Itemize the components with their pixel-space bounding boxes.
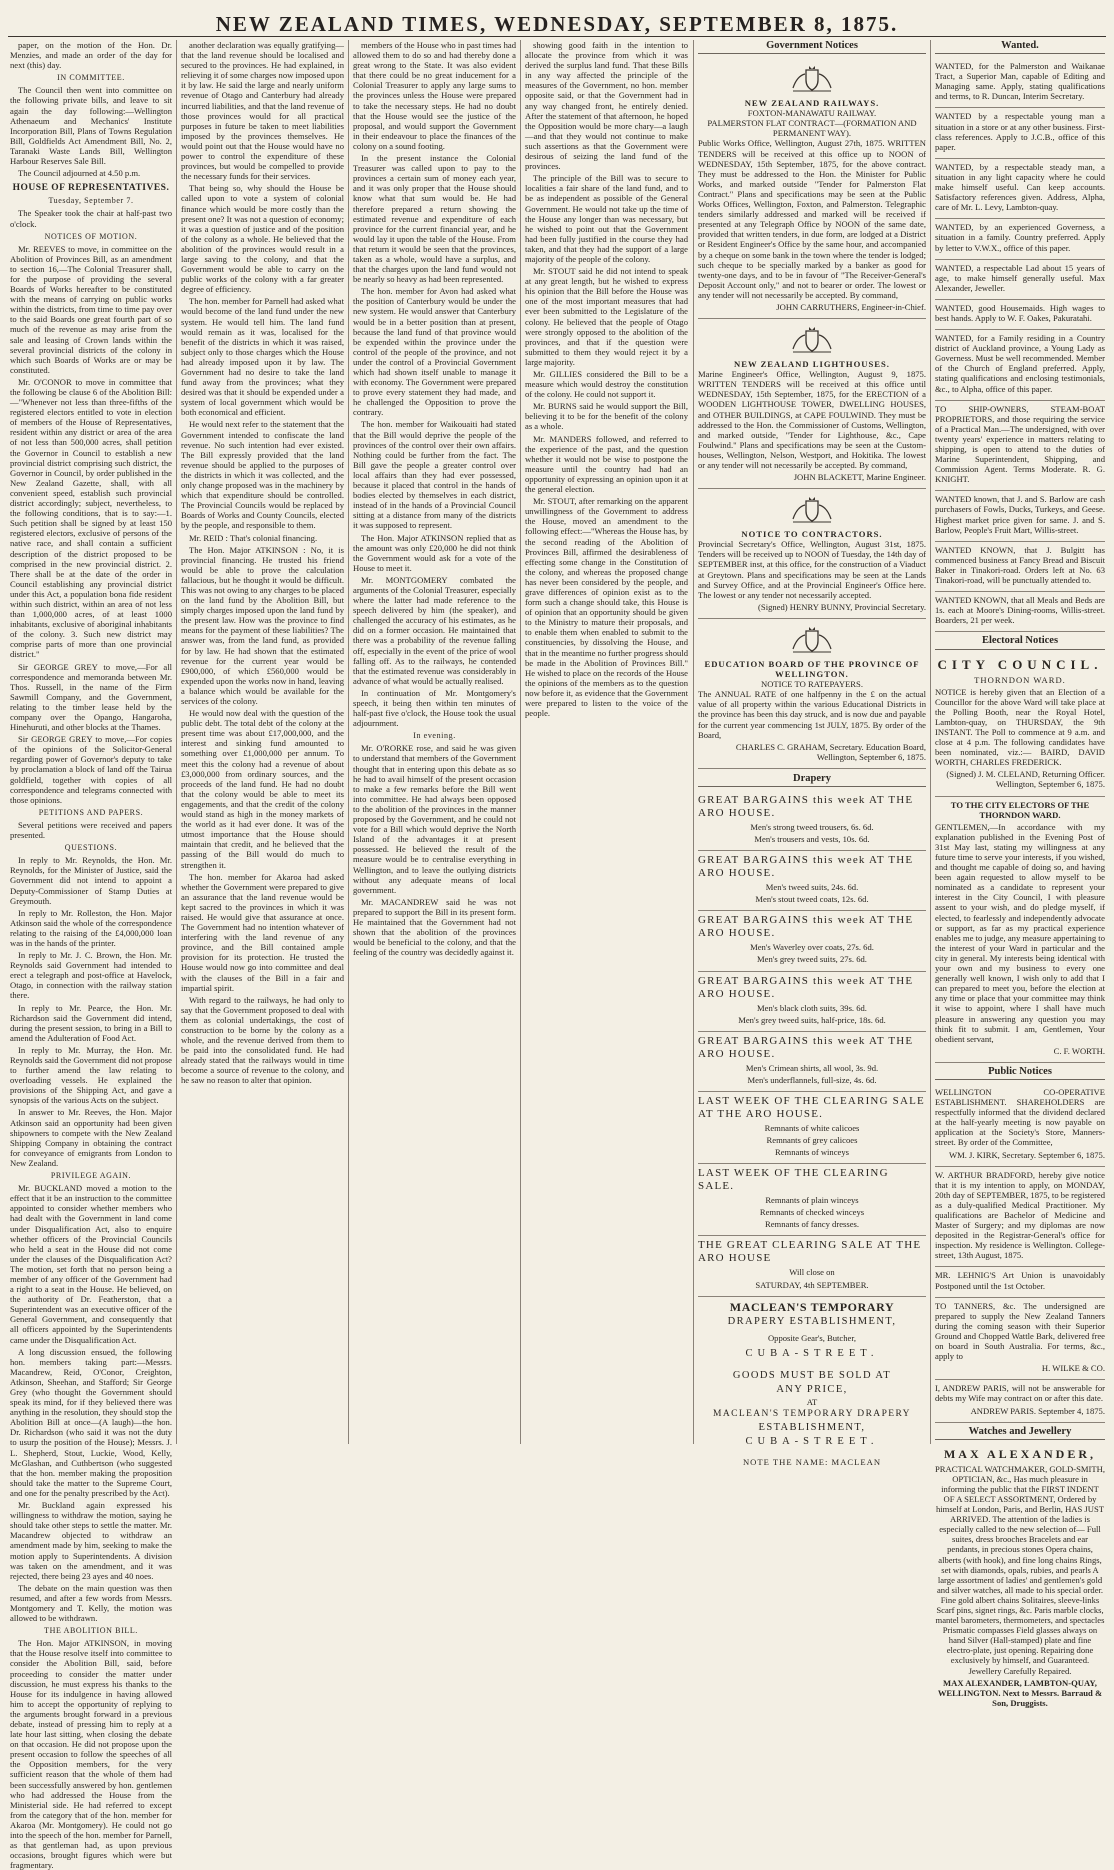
paragraph: The hon. member for Waikouaiti had stated that the Bill would deprive the people of the provinces of the control over their own affairs. Nothing could be further from the fact. The Bill gave the people a greater control over local affairs than they had ever possessed, because it placed that control in the hands of bodies elected by themselves in each district, instead of in the hands of a Provincial Council sitting at a distance from many of the districts it was supposed to represent. bbox=[353, 419, 516, 531]
ad-body: WANTED KNOWN, that J. Bulgitt has commenced business at Fancy Bread and Biscuit Baker in Tinakori-road. Orders left at No. 63 Tinakori-road, will be punctually attended to. bbox=[935, 544, 1105, 586]
notice-body: MR. LEHNIG'S Art Union is unavoidably Postponed until the 1st October. bbox=[935, 1270, 1105, 1291]
wanted-ad bbox=[935, 219, 1105, 259]
ad-headline: GREAT BARGAINS this week AT THE ARO HOUSE. bbox=[698, 1034, 914, 1060]
section-heading: Watches and Jewellery bbox=[935, 1426, 1105, 1440]
ad-line: Remnants of winceys bbox=[775, 1147, 849, 1158]
column-divider bbox=[520, 40, 521, 1444]
government-ad bbox=[698, 58, 926, 319]
ad-body: Provincial Secretary's Office, Wellington, August 31st, 1875. Tenders will be received up to NOON of Tuesday, the 14th day of SEPTEMBER inst, at this office, for the construction of a Viaduct at Greytown. Plans and specifications may be seen at the Lands and Survey Office, and at the Provincial Engineer's Office here. The lowest or any tender not necessarily accepted. bbox=[698, 539, 926, 600]
ad-line: Men's Waverley over coats, 27s. 6d. bbox=[750, 942, 874, 953]
ad-line: Men's tweed suits, 24s. 6d. bbox=[765, 882, 859, 893]
ad-body: WANTED, a respectable Lad about 15 years of age, to make himself generally useful. Max Alexander, Jeweller. bbox=[935, 262, 1105, 293]
electors-address bbox=[935, 797, 1105, 1063]
paragraph: Mr. REEVES to move, in committee on the Abolition of Provinces Bill, as an amendment to section 16,—The Colonial Treasurer shall, for the purpose of providing the several Boards of Works hereafter to be constituted with the means of carrying on public works within the districts, from time to time pay over to the said Boards one great fourth part of so much of the revenue as may arise from the sale and leasing of Crown lands within the several provincial districts of the colony in which such Boards of Works are or may be constituted. bbox=[10, 243, 172, 375]
public-notice bbox=[935, 1298, 1105, 1381]
paragraph: The Speaker took the chair at half-past two o'clock. bbox=[10, 208, 172, 229]
electoral-notice bbox=[935, 654, 1105, 797]
subheading: PRIVILEGE AGAIN. bbox=[50, 1171, 132, 1181]
ad-line: Men's stout tweed coats, 12s. 6d. bbox=[755, 894, 869, 905]
ad-body: Public Works Office, Wellington, August 27th, 1875. WRITTEN TENDERS will be received at this office up to NOON of WEDNESDAY, 15th September, 1875, for the above contract. They must be addressed to the Hon. the Minister for Public Works, and marked outside "Tender for Palmerston Flat Contract." Plans and specifications may be seen at the Public Works Offices, Wellington, Foxton, and Palmerston. Telegraphic tenders similarly addressed and marked will be received if presented at any Telegraph Office by NOON of the same date, provided that written tenders, in due form, are lodged at a District or Resident Engineer's Office by the same hour, and accompanied by a cheque on some bank in the town where the tender is lodged; such cheque to be specially marked by a banker as good for twenty-one days, and to be in favour of "The Receiver-General's Deposit Account only," and not to bearer or order. The lowest or any tender will not necessarily be accepted. By command, bbox=[698, 138, 926, 300]
drapery-ad bbox=[698, 1032, 926, 1092]
government-ads bbox=[698, 58, 926, 769]
maclean-ad bbox=[698, 1297, 926, 1471]
notice-body: NOTICE is hereby given that an Election of a Councillor for the above Ward will take place at the Polling Booth, near the Royal Hotel, Lambton-quay, on THURSDAY, the 9th INSTANT. The Poll to commence at 9 a.m. and close at 4 p.m. The following candidates have been nominated, viz.:— BAIRD, DAVID WORTH, CHARLES FREDERICK. bbox=[935, 686, 1105, 768]
ad-body: WANTED, by a respectable steady man, a situation in any light capacity where he could make himself useful. Can keep accounts. Satisfactory references given. Address, Alpha, care of Mr. L. Levy, Lambton-quay. bbox=[935, 161, 1105, 213]
ad-line: Men's Crimean shirts, all wool, 3s. 9d. bbox=[745, 1062, 879, 1073]
column-divider bbox=[348, 40, 349, 1444]
public-notice bbox=[935, 1167, 1105, 1268]
notice-title: CITY COUNCIL. bbox=[937, 656, 1103, 672]
wanted-ad bbox=[935, 542, 1105, 592]
subheading: NOTICES OF MOTION. bbox=[44, 231, 138, 241]
paragraph: Sir GEORGE GREY to move,—For copies of the opinions of the Solicitor-General regarding power of Governor's deputy to take by proclamation a block of land off the Tairua goldfield, together with copies of all correspondence and telegrams connected with those opinions. bbox=[10, 734, 172, 805]
ad-line: GOODS MUST BE SOLD AT bbox=[732, 1369, 892, 1381]
ad-line: Opposite Gear's, Butcher, bbox=[767, 1332, 857, 1343]
ad-subtitle: NOTICE TO RATEPAYERS. bbox=[761, 679, 863, 690]
ad-signature: CHARLES C. GRAHAM, Secretary. Education Board, Wellington, September 6, 1875. bbox=[735, 741, 926, 762]
notice-body: W. ARTHUR BRADFORD, hereby give notice that it is my intention to apply, on MONDAY, 20th day of SEPTEMBER, 1875, to be registered as a duly-qualified Medical Practitioner. My qualifications are Bachelor of Medicine and Master of Surgery; and my diplomas are now deposited in the Registrar-General's office for inspection. My residence is Wellington. College-street, 13th August, 1875. bbox=[935, 1169, 1105, 1261]
ad-line: AT bbox=[806, 1396, 818, 1407]
paragraph: He would now deal with the question of the public debt. The total debt of the colony at the present time was about £17,000,000, and the interest and sinking fund amounted to something over £1,000,000 per annum. To meet this the colony had a revenue of about £3,000,000 from ordinary sources, and the proceeds of the land fund. He had no doubt that the colony would be able to meet its engagements, and that the credit of the colony would stand as high in the money markets of the world as it had ever done. It was of the utmost importance that the House should maintain that credit, and he believed that the passing of the Bill would do much to strengthen it. bbox=[181, 708, 344, 870]
drapery-ad bbox=[698, 911, 926, 971]
ad-line: Men's grey tweed suits, half-price, 18s. 6d. bbox=[738, 1014, 886, 1025]
paragraph: The debate on the main question was then resumed, and after a few words from Messrs. Montgomery and T. Kelly, the motion was allowed to be withdrawn. bbox=[10, 1582, 172, 1624]
ad-title: NOTICE TO CONTRACTORS. bbox=[741, 529, 883, 540]
drapery-ad bbox=[698, 851, 926, 911]
public-notices bbox=[935, 1084, 1105, 1423]
wanted-ad bbox=[935, 330, 1105, 401]
column-divider bbox=[176, 40, 177, 1444]
drapery-ad bbox=[698, 1092, 926, 1164]
ad-line: ANY PRICE, bbox=[776, 1383, 848, 1395]
subheading: THE ABOLITION BILL. bbox=[44, 1626, 138, 1636]
ad-headline: GREAT BARGAINS this week AT THE ARO HOUSE. bbox=[698, 854, 914, 880]
ad-headline: GREAT BARGAINS this week AT THE ARO HOUSE. bbox=[698, 793, 914, 819]
subheading: PETITIONS AND PAPERS. bbox=[38, 807, 144, 817]
wanted-ads bbox=[935, 58, 1105, 632]
subheading: IN COMMITTEE. bbox=[57, 73, 125, 83]
paragraph: Mr. REID : That's colonial financing. bbox=[189, 532, 318, 543]
ad-headline: GREAT BARGAINS this week AT THE ARO HOUSE. bbox=[698, 914, 914, 940]
drapery-ads bbox=[698, 791, 926, 1297]
ad-title: MAX ALEXANDER, bbox=[943, 1446, 1096, 1461]
ad-body: WANTED known, that J. and S. Barlow are cash purchasers of Fowls, Ducks, Turkeys, and Geese. Highest market price given for same. J. and S. Barlow, People's Fruit Mart, Willis-street. bbox=[935, 494, 1105, 535]
paragraph: Sir GEORGE GREY to move,—For all correspondence and memoranda between Mr. Thos. Russell, in the name of the Firm Sawmill Company, and the Government, relating to the timber lease held by the company over the Opango, Hangaroha, Hinehuruti, and other blocks at the Thames. bbox=[10, 661, 172, 733]
ad-line: Men's trousers and vests, 10s. 6d. bbox=[754, 834, 870, 845]
section-heading: Electoral Notices bbox=[935, 635, 1105, 649]
paragraph: Mr. STOUT said he did not intend to speak at any great length, but he wished to express his opinion that the Bill before the House was one of the most important measures that had ever been submitted to the Legislature of the colony. He believed that the people of Otago were strongly opposed to the abolition of the provinces, and that if the question were submitted to them they would reject it by a large majority. bbox=[525, 266, 688, 367]
column-4 bbox=[525, 40, 688, 1444]
paragraph: In reply to Mr. Pearce, the Hon. Mr. Richardson said the Government did intend, during the present session, to bring in a Bill to amend the Adulteration of Food Act. bbox=[10, 1002, 172, 1043]
ad-line: Remnants of white calicoes bbox=[764, 1122, 860, 1133]
paragraph: A long discussion ensued, the following hon. members taking part:—Messrs. Macandrew, Reid, O'Conor, Creighton, Atkinson, Sheehan, and Stafford; Sir George Grey (who thought the Government should speak its mind, for if they believed there was anything in the resolution, they should stop the Abolition Bill at once—(A laugh)—the hon. Dr. Richardson (who said it was not the duty to usurp the position of the House); Messrs. J. L. Shepherd, Stout, Luckie, Wood, Kelly, McGlashan, and Cuthbertson (who suggested that the hon. member making the proposition should take the matter to the Supreme Court, and one for the penalty prescribed by the Act). bbox=[10, 1346, 172, 1498]
notice-title: TO THE CITY ELECTORS OF THE THORNDON WARD. bbox=[950, 799, 1090, 820]
ad-line: Remnants of checked winceys bbox=[759, 1207, 865, 1218]
wanted-ad bbox=[935, 260, 1105, 300]
column-3 bbox=[353, 40, 516, 1444]
paragraph: The Council then went into committee on the following private bills, and leave to sit again the day following:—Wellington Athenaeum and Mechanics' Institute Incorporation Bill, Plans of Towns Regulation Bill, Goldfields Act Amendment Bill, No. 2, Taranaki Waste Lands Bill, Wellington Harbour Reserves Sale Bill. bbox=[10, 85, 172, 167]
ad-line: Will close on bbox=[789, 1267, 835, 1278]
section-heading: Wanted. bbox=[935, 40, 1105, 54]
masthead: NEW ZEALAND TIMES, WEDNESDAY, SEPTEMBER 8, 1875. bbox=[215, 12, 899, 36]
ad-headline: LAST WEEK OF THE CLEARING SALE AT THE ARO HOUSE. bbox=[698, 1094, 925, 1120]
notice-subtitle: THORNDON WARD. bbox=[974, 674, 1066, 685]
ad-line: Remnants of grey calicoes bbox=[766, 1135, 858, 1145]
notice-signature: ANDREW PARIS. September 4, 1875. bbox=[970, 1405, 1105, 1416]
wanted-ad bbox=[935, 159, 1105, 219]
paragraph: showing good faith in the intention to allocate the province from which it was derived the surplus land fund. That these Bills in any way affected the principle of the measures of the Government, no hon. member opposite said, or that the Government had in any way changed front, he entirely denied. After the statement of that afternoon, he hoped the Opposition would be more chary—a laugh—and that they would not continue to make such assertions as that the Government were desirous of seizing the land fund of the provinces. bbox=[525, 40, 688, 172]
notice-body: GENTLEMEN,—In accordance with my explanation published in the Evening Post of 31st May last, stating my willingness at any future time to serve your interests, if you wished, and thought me capable of doing so, and having been again requested to allow myself to be nominated as a candidate to represent your interest in the City Council, I with pleasure assent to your wish, and do pledge myself, if elected, to fearlessly and independently advocate or support, as far as my practical experience enables me to judge, any measure appertaining to the interest of your Ward in particular and the city in general. My interests being identical with your own and my business to every one generally well known, I wish only to add that I can prepared to meet you, before the election at any time or place that your committee may think it wise to appoint, where I shall have much pleasure in answering any question you may think fit to submit. I am, Gentlemen, Your obedient servant, bbox=[935, 821, 1105, 1044]
subheading: QUESTIONS. bbox=[64, 843, 118, 853]
government-ad bbox=[698, 489, 926, 619]
paragraph: He would next refer to the statement that the Government intended to confiscate the land revenue. No such intention had ever existed. The Bill expressly provided that the land revenue should be applied to the purposes of the districts in which it was collected, and the only change proposed was in the machinery by which that expenditure should be controlled. The Provincial Councils would be replaced by Boards of Works and County Councils, elected by the people, and responsible to them. bbox=[181, 419, 344, 531]
ad-line: Remnants of plain winceys bbox=[765, 1195, 859, 1206]
column-2 bbox=[181, 40, 344, 1444]
ad-signature: (Signed) HENRY BUNNY, Provincial Secretary. bbox=[758, 601, 926, 612]
section-heading: HOUSE OF REPRESENTATIVES. bbox=[12, 183, 170, 194]
paragraph: Mr. BUCKLAND moved a motion to the effect that it be an instruction to the committee appointed to consider whether members who had dealt with the Government in land come under Disqualification Act, also to enquire whether officers of the Provincial Councils who held a seat in the House did not come under the clauses of the Disqualification Act? The motion, set forth that no person being a member of any officer of the Government had a right to a seat in the House. He believed, on the authority of Dr. Featherston, that a Superintendent was an executive officer of the General Government, and consequently that all officers appointed by the Superintendents came under the Disqualification Act. bbox=[10, 1183, 172, 1345]
royal-arms-icon bbox=[789, 625, 835, 655]
paragraph: In reply to Mr. Reynolds, the Hon. Mr. Reynolds, for the Minister of Justice, said the Government did not intend to appoint a Deputy-Commissioner of Stamp Duties at Greymouth. bbox=[10, 855, 172, 906]
ad-headline: LAST WEEK OF THE CLEARING SALE. bbox=[698, 1167, 889, 1193]
paragraph: Mr. O'RORKE rose, and said he was given to understand that members of the Government thought that in entering upon this debate as so he had to avail himself of the present occasion to make a few remarks before the Bill went into committee. He had always been opposed to the abolition of the provinces in the manner proposed by the Government, and he could not vote for a Bill which would deprive the North Island of the advantages it at present possessed. He believed the result of the measure would be to centralise everything in Wellington, and to leave the outlying districts without any adequate means of local government. bbox=[353, 743, 516, 895]
section-heading: Drapery bbox=[698, 773, 926, 787]
paragraph: paper, on the motion of the Hon. Dr. Menzies, and made an order of the day for next (this) day. bbox=[10, 40, 172, 71]
ad-subtitle: FOXTON-MANAWATU RAILWAY. bbox=[747, 108, 877, 119]
notice-signature: WM. J. KIRK, Secretary. September 6, 1875. bbox=[948, 1149, 1105, 1160]
watches-ad bbox=[935, 1444, 1105, 1714]
ad-body: The ANNUAL RATE of one halfpenny in the £ on the actual value of all property within the various Educational Districts in the province has been this day struck, and is now due and payable for the current year commencing 1st JULY, 1875. By order of the Board, bbox=[698, 689, 926, 740]
notice-body: TO TANNERS, &c. The undersigned are prepared to supply the New Zealand Tanners during the coming season with their Superior Ground and Chopped Wattle Bark, delivered free on board in South Australia. For terms, &c., apply to bbox=[935, 1300, 1105, 1362]
ad-signature: JOHN CARRUTHERS, Engineer-in-Chief. bbox=[776, 301, 926, 312]
notice-signature: (Signed) J. M. CLELAND, Returning Officer. Wellington, September 6, 1875. bbox=[946, 769, 1105, 790]
ad-line: Men's underflannels, full-size, 4s. 6d. bbox=[747, 1074, 877, 1085]
paragraph: Mr. Buckland again expressed his willingness to withdraw the motion, saying he should take other steps to settle the matter. Mr. Macandrew objected to withdraw an amendment made by him, seeking to make the motion apply to Superintendents. A division was taken on the amendment, and it was rejected, there being 23 ayes and 40 noes. bbox=[10, 1500, 172, 1581]
drapery-ad bbox=[698, 1164, 926, 1236]
ad-line: ESTABLISHMENT, bbox=[758, 1421, 866, 1433]
ad-subtitle: PALMERSTON FLAT CONTRACT—(FORMATION AND PERMANENT WAY). bbox=[707, 118, 917, 139]
masthead-rule bbox=[8, 36, 1106, 37]
drapery-ad bbox=[698, 791, 926, 851]
paragraph: The hon. member for Parnell had asked what would become of the land fund under the new system. He would tell him. The land fund would remain as it was, localised for the benefit of the districts in which it was raised, subject only to those charges which the House had already imposed upon it by law. The Government had no desire to take the land fund away from the provinces; what they desired was that it should be expended under a system of local government which would be both economical and efficient. bbox=[181, 296, 344, 418]
wanted-ad bbox=[935, 491, 1105, 541]
public-notice bbox=[935, 1084, 1105, 1167]
public-notice bbox=[935, 1267, 1105, 1297]
ad-line: CUBA-STREET. bbox=[745, 1435, 879, 1447]
ad-body: WANTED, good Housemaids. High wages to best hands. Apply to W. F. Oakes, Pakuratahi. bbox=[935, 302, 1105, 323]
ad-title: EDUCATION BOARD OF THE PROVINCE OF WELLINGTON. bbox=[704, 658, 920, 680]
ad-headline: THE GREAT CLEARING SALE AT THE ARO HOUSE bbox=[698, 1239, 922, 1265]
wanted-ad bbox=[935, 401, 1105, 492]
paragraph: In the present instance the Colonial Treasurer was called upon to pay to the provinces a certain sum of money each year, and it was only proper that the House should know what that sum would be. He had therefore prepared a return showing the estimated revenue and expenditure of each province for the current financial year, and he would lay it upon the table of the House. From that return it would be seen that the provinces, taken as a whole, would have a surplus, and that the charges upon the land fund would not be nearly so heavy as had been represented. bbox=[353, 153, 516, 285]
paragraph: Mr. O'CONOR to move in committee that the following be clause 6 of the Abolition Bill:—"Whenever not less than three-fifths of the registered electors entitled to vote in election of members of the House of Representatives, resident within any district or area of the area of not less than 500,000 acres, shall petition the Governor in Council to establish a new provincial district comprising such district, the Governor in Council, by order published in the New Zealand Gazette, shall, with all convenient speed, establish such provincial district accordingly; subject, nevertheless, to the following conditions, that is to say:—1. Such petition shall be signed by at least 150 registered electors, exclusive of persons of the native race, and shall contain a sufficient description of the district proposed to be comprised in the new provincial district. 2. There shall be at the date of the order in Council establishing any provincial district under this Act, a population bona fide resident within such district, within an area of not less than 1,000,000 acres, of at least 1000 inhabitants, exclusive of aboriginal inhabitants of the colony. 3. Such new district may comprise parts of more than one provincial district." bbox=[10, 376, 172, 660]
notice-body: I, ANDREW PARIS, will not be answerable for debts my Wife may contract on or after this date. bbox=[935, 1383, 1105, 1404]
paragraph: The Council adjourned at 4.50 p.m. bbox=[18, 168, 141, 179]
paragraph: In reply to Mr. Rolleston, the Hon. Major Atkinson said the whole of the correspondence relating to the raising of the £4,000,000 loan was in the hands of the printer. bbox=[10, 907, 172, 948]
ad-line: MACLEAN'S TEMPORARY DRAPERY bbox=[713, 1408, 911, 1419]
notice-signature: H. WILKE & CO. bbox=[1041, 1363, 1105, 1374]
government-ad bbox=[698, 619, 926, 769]
paragraph: The Hon. Major ATKINSON : No, it is provincial financing. He trusted his friend would be able to prove the calculation fallacious, but he thought it would be difficult. This was not owing to any charges to be placed on the land fund by the Abolition Bill, but simply charges imposed upon the land fund by the present law. How was the province to find means for the payment of these liabilities? The answer was, from the land fund, as provided for by law. He had shown that the estimated revenue for the current year would be £900,000, of which £560,000 would be expended upon the works now in hand, leaving a balance which would be available for the services of the colony. bbox=[181, 544, 344, 706]
column-classifieds bbox=[935, 40, 1105, 1708]
paragraph: With regard to the railways, he had only to say that the Government proposed to deal with them as colonial undertakings, the cost of construction to be borne by the colony as a whole, and the revenue derived from them to be paid into the consolidated fund. He had already stated that the railways would in time become a source of revenue to the colony, and he saw no reason to alter that opinion. bbox=[181, 994, 344, 1086]
wanted-ad bbox=[935, 592, 1105, 632]
column-divider bbox=[930, 40, 931, 1444]
ad-body: PRACTICAL WATCHMAKER, GOLD-SMITH, OPTICIAN, &c., Has much pleasure in informing the public that the FIRST INDENT OF A SELECT ASSORTMENT, Ordered by himself at London, Paris, and Berlin, HAS JUST ARRIVED. The attention of the ladies is especially called to the new selection of— Full suites, dress brooches Bracelets and ear pendants, in precious stones Opera chains, alberts (with hook), and fine long chains Rings, set with diamonds, opals, rubies, and pearls A large assortment of ladies' and gentlemen's gold and silver watches, all made to his special order. Fine gold albert chains Solitaires, sleeve-links Scarf pins, signet rings, &c. Paris marble clocks, mantel barometers, thermometers, and spectacles Prismatic compasses Field glasses always on hand Silver (Hall-stamped) plate and fine electro-plate, just opening. Repairing done exclusively by himself, and Guaranteed. Jewellery Carefully Repaired. bbox=[935, 1463, 1105, 1676]
paragraph: Mr. BURNS said he would support the Bill, believing it to be for the benefit of the colony as a whole. bbox=[525, 401, 688, 432]
paragraph: In reply to Mr. J. C. Brown, the Hon. Mr. Reynolds said Government had intended to erect a telegraph and post-office at Havelock, Otago, in connection with the railway station there. bbox=[10, 950, 172, 1001]
ad-signature: MAX ALEXANDER, LAMBTON-QUAY, WELLINGTON. Next to Messrs. Barraud & Son, Druggists. bbox=[937, 1677, 1103, 1708]
paragraph: another declaration was equally gratifying—that the land revenue should be localised and secured to the provinces. He had explained, in relieving it of some charges now imposed upon it by law. He said the large and nearly uniform revenue of Otago and Canterbury had already incurred liabilities, and that the land revenue of those provinces would for all practical purposes in future be taken to meet liabilities imposed by the provinces themselves. He would point out that the House would have no power to control the expenditure of these provinces, but would be compelled to provide the necessary funds for their services. bbox=[181, 40, 344, 182]
government-ad bbox=[698, 319, 926, 489]
ad-line: Men's strong tweed trousers, 6s. 6d. bbox=[750, 821, 874, 832]
paragraph: Several petitions were received and papers presented. bbox=[10, 819, 172, 841]
section-heading: Government Notices bbox=[698, 40, 926, 54]
paragraph: The Hon. Major ATKINSON, in moving that the House resolve itself into committee to consider the Abolition Bill, said, before proceeding to consider the matter under discussion, he must express his thanks to the House for its indulgence in having allowed him to accept the opportunity of replying to the arguments brought forward in a previous debate, instead of pressing him to reply at a late hour last sitting, when closing the debate on that occasion. He did not propose upon the present occasion to follow the speeches of all the Opposition members, for the very sufficient reason that the whole of them had been successfully answered by hon. gentlemen who had addressed the House from the Ministerial side. He had referred to except from the category that of the hon. member for Akaroa (Mr. Montgomery). He could not go into the speech of the hon. member for Parnell, as that gentleman had, as upon previous occasions, brought figures which were but fragmentary. bbox=[10, 1638, 172, 1870]
wanted-ad bbox=[935, 108, 1105, 158]
paragraph: Mr. MACANDREW said he was not prepared to support the Bill in its present form. He maintained that the Government had not shown that the abolition of the provinces would be beneficial to the colony, and that the feeling of the country was decidedly against it. bbox=[353, 896, 516, 958]
ad-body: Marine Engineer's Office, Wellington, August 9, 1875. WRITTEN TENDERS will be received at this office until WEDNESDAY, 15th September, 1875, for the ERECTION of a WOODEN LIGHTHOUSE TOWER, DWELLING HOUSES, and OTHER BUILDINGS, at CAPE FOULWIND. They must be addressed to the Hon. the Commissioner of Customs, Wellington, and marked outside, "Tender for Lighthouse, &c., Cape Foulwind." Plans and specifications may be seen at the Custom-houses, Wellington, Nelson, Westport, and Hokitika. The lowest or any tender will not necessarily be accepted. By command, bbox=[698, 369, 926, 470]
ad-line: SATURDAY, 4th SEPTEMBER. bbox=[755, 1279, 869, 1290]
ad-line: CUBA-STREET. bbox=[745, 1347, 879, 1359]
section-heading: Public Notices bbox=[935, 1066, 1105, 1080]
ad-signature: JOHN BLACKETT, Marine Engineer. bbox=[793, 472, 926, 483]
ad-body: WANTED, for a Family residing in a Country district of Auckland province, a Young Lady as Governess. Must be well recommended. Member of the Church of England preferred. Apply, stating qualifications and enclosing testimonials, &c., to Alpha, office of this paper. bbox=[935, 333, 1105, 394]
paragraph: members of the House who in past times had allowed them to do so and had thereby done a great wrong to the State. It was also evident that there could be no great inducement for a Colonial Treasurer to apply any large sums to the provinces unless the House were prepared to take the necessary steps. He had no doubt that the House would see the justice of the proposal, and would support the Government in their endeavour to place the finances of the colony on a sound footing. bbox=[353, 40, 516, 151]
royal-arms-icon bbox=[789, 495, 835, 525]
public-notice bbox=[935, 1380, 1105, 1422]
ad-line: DRAPERY ESTABLISHMENT, bbox=[727, 1315, 897, 1327]
notice-body: WELLINGTON CO-OPERATIVE ESTABLISHMENT. SHAREHOLDERS are respectfully informed that the dividend declared at the half-yearly meeting is now payable on application at the Society's Store, Manners-street. By order of the Committee, bbox=[935, 1086, 1105, 1148]
ad-headline: GREAT BARGAINS this week AT THE ARO HOUSE. bbox=[698, 974, 914, 1000]
ad-line: Remnants of fancy dresses. bbox=[764, 1219, 860, 1230]
paragraph: In answer to Mr. Reeves, the Hon. Major Atkinson said an opportunity had been given shipowners to compete with the New Zealand Shipping Company in obtaining the contract for conveyance of emigrants from London to New Zealand. bbox=[10, 1107, 172, 1168]
subheading: Tuesday, September 7. bbox=[48, 196, 134, 206]
wanted-ad bbox=[935, 300, 1105, 330]
ad-body: WANTED by a respectable young man a situation in a store or at any other business. First-class references. Apply to J.C.B., office of this paper. bbox=[935, 111, 1105, 152]
paragraph: That being so, why should the House be called upon to vote a system of colonial finance which would be more costly than the present one? It was not a question of economy; it was a question of justice and of the position of the colony as a whole. He believed that the abolition of the provinces would result in a large saving to the colony, and that the Government would be able to carry on the public works of the colony with a far greater degree of efficiency. bbox=[181, 183, 344, 295]
drapery-ad bbox=[698, 1236, 926, 1296]
paragraph: In reply to Mr. Murray, the Hon. Mr. Reynolds said the Government did not propose to further amend the law relating to overloading vessels. He explained the provisions of the Shipping Act, and gave a synopsis of the various Acts on the subject. bbox=[10, 1044, 172, 1106]
column-1 bbox=[10, 40, 172, 1870]
ad-line: NOTE THE NAME: MACLEAN bbox=[742, 1456, 882, 1467]
ad-title: NEW ZEALAND LIGHTHOUSES. bbox=[734, 359, 890, 370]
ad-line: MACLEAN'S TEMPORARY bbox=[729, 1299, 895, 1314]
paragraph: The hon. member for Avon had asked what the position of Canterbury would be under the new system. He would answer that Canterbury would be in a better position than at present, because the land fund of that province would be expended within the province under the control of the people of the province, and not under the control of a Provincial Government which had shown itself unable to manage it with economy. The Government were prepared to prove every statement they had made, and he challenged the Opposition to prove the contrary. bbox=[353, 286, 516, 418]
paragraph: In continuation of Mr. Montgomery's speech, it being then within ten minutes of half-past five o'clock, the House took the usual adjournment. bbox=[353, 687, 516, 729]
paragraph: Mr. STOUT, after remarking on the apparent unwillingness of the Government to address the House, moved an amendment to the following effect:—"Whereas the House has, by the second reading of the Abolition of Provinces Bill, affirmed the desirableness of effecting some change in the Constitution of the colony, and whereas the proposed change has never been considered by the people, and grave differences of opinion exist as to the form such a change should take, this House is of opinion that an opportunity should be given to the Ministry to mature their proposals, and to enable them when enabled to submit to the constituencies, by dissolving the House, and that in the meantime no further progress should be made in the Abolition of Provinces Bill." He wished to place on the records of the House the opinions of the members as to the question now before it, as evidence that the Government were prepared to listen to the voice of the people. bbox=[525, 496, 689, 719]
ad-title: NEW ZEALAND RAILWAYS. bbox=[744, 98, 880, 109]
ad-body: TO SHIP-OWNERS, STEAM-BOAT PROPRIETORS, and those requiring the service of a Practical Man.—The undersigned, with over twenty years' experience in matters relating to shipping, is open to attend to the duties of Marine Superintendent, Shipping, and Commission Agent. Terms Moderate. R. G. KNIGHT. bbox=[935, 403, 1105, 485]
subheading: In evening. bbox=[413, 731, 456, 741]
ad-line: Men's grey tweed suits, 27s. 6d. bbox=[757, 954, 867, 965]
paragraph: The principle of the Bill was to secure to localities a fair share of the land fund, and to be as independent as possible of the General Government. He would not take up the time of the House any longer than was necessary, but he wished to point out that the Government had been fully justified in the course they had taken, and that they had the support of a large majority of the people of the colony. bbox=[525, 173, 688, 264]
paragraph: Mr. MANDERS followed, and referred to the experience of the past, and the question whether it would not be wise to postpone the measure until the country had had an opportunity of expressing an opinion upon it at the general election. bbox=[525, 433, 688, 495]
notice-signature: C. F. WORTH. bbox=[1053, 1045, 1105, 1056]
drapery-ad bbox=[698, 972, 926, 1032]
column-government-notices bbox=[698, 40, 926, 1467]
royal-arms-icon bbox=[789, 64, 835, 94]
paragraph: Mr. MONTGOMERY combated the arguments of the Colonial Treasurer, especially where the latter had made reference to the speech delivered by him (the speaker), and challenged the accuracy of his estimates, as he did on a former occasion. He maintained that there was a probability of the revenue falling off, especially in the event of the price of wool falling off. As to the railways, he contended that the estimated revenue was considerably in advance of what would be actually realised. bbox=[353, 574, 516, 686]
paragraph: The Hon. Major ATKINSON replied that as the amount was only £20,000 he did not think the Government would ask for a vote of the House to meet it. bbox=[353, 532, 516, 573]
column-divider bbox=[693, 40, 694, 1444]
paragraph: The hon. member for Akaroa had asked whether the Government were prepared to give an assurance that the land revenue would be kept sacred to the provinces in which it was raised. He would give that assurance at once. The Government had no intention whatever of interfering with the land revenue of any province, and the Bill contained ample provision for its protection. He trusted the House would now go into committee and deal with the clauses of the Bill in a fair and impartial spirit. bbox=[181, 871, 344, 993]
ad-line: Men's black cloth suits, 39s. 6d. bbox=[757, 1002, 867, 1013]
ad-body: WANTED, for the Palmerston and Waikanae Tract, a Superior Man, capable of Editing and Managing same. Apply, stating qualifications and terms, to R. Duncan, Interim Secretary. bbox=[935, 61, 1105, 102]
wanted-ad bbox=[935, 58, 1105, 108]
royal-arms-icon bbox=[789, 325, 835, 355]
ad-body: WANTED, by an experienced Governess, a situation in a family. Country preferred. Apply by letter to V.W.X., office of this paper. bbox=[935, 222, 1105, 253]
ad-body: WANTED KNOWN, that all Meals and Beds are 1s. each at Moore's Dining-rooms, Willis-street. Boarders, 21 per week. bbox=[935, 595, 1105, 626]
paragraph: Mr. GILLIES considered the Bill to be a measure which would destroy the constitution of the colony. He could not support it. bbox=[525, 369, 688, 400]
